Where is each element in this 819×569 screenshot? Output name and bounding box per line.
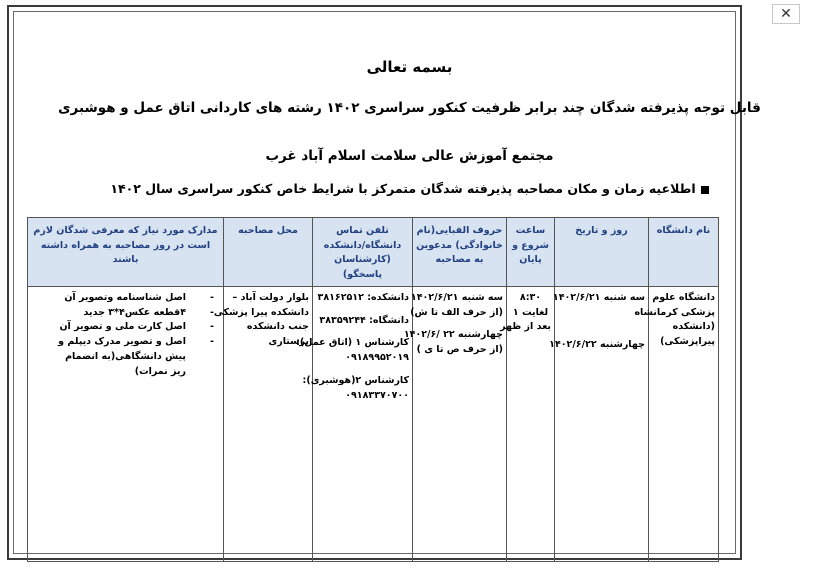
list-item: پیش دانشگاهی(به انضمام [65,350,186,362]
cell-phones: دانشکده: ۳۸۱۶۲۵۱۲ دانشگاه: ۳۸۳۵۹۲۴۴ کارشناس ۱ (اتاق عمل): ۰۹۱۸۹۹۵۲۰۱۹ کارشناس ۲(هوشبری): ۰۹۱۸۳۳۷۰۷۰۰ [313,287,413,562]
notice-heading-text: اطلاعیه زمان و مکان مصاحبه پذیرفته شدگان متمرکز با شرایط خاص کنکور سراسری سال ۱۴۰۲ [110,181,696,196]
col-header-place: محل مصاحبه [224,218,313,287]
notice-heading [0,181,819,196]
col-header-university: نام دانشگاه [649,218,719,287]
list-item: -۴قطعه عکس۴*۳ جدید [83,306,214,318]
col-header-letters: حروف الفبایی(نام خانوادگی) مدعوین به مصاحبه [413,218,507,287]
list-item: ریز نمرات) [134,365,186,377]
close-icon: ✕ [780,6,792,22]
page-title: بسمه تعالی [366,58,453,76]
table-header-row [28,218,719,287]
cell-time: ۸:۳۰ لغایت ۱ بعد از ظهر [507,287,555,562]
list-item: -اصل و تصویر مدرک دیپلم و [58,336,214,348]
cell-documents [28,287,224,562]
cell-letters: سه شنبه ۱۴۰۲/۶/۲۱ (از حرف الف تا ش) چهارشنبه ۲۲ /۱۴۰۲/۶ (از حرف ص تا ی ) [413,287,507,562]
interview-table [27,217,719,562]
announcement-heading: قابل توجه پذیرفته شدگان چند برابر ظرفیت کنکور سراسری ۱۴۰۲ رشته های کاردانی اتاق عمل و هوشبری [58,100,761,116]
table-row [28,287,719,562]
list-item: -اصل شناسنامه وتصویر آن [64,292,214,303]
documents-list [31,291,220,379]
close-button[interactable] [772,4,800,24]
institution-name: مجتمع آموزش عالی سلامت اسلام آباد غرب [265,148,554,164]
col-header-documents: مدارک مورد نیاز که معرفی شدگان لازم است در روز مصاحبه به همراه داشته باشند [28,218,224,287]
col-header-phone: تلفن تماس دانشگاه/دانشکده (کارشناسان پاسخگو) [313,218,413,287]
list-item: -اصل کارت ملی و تصویر آن [59,321,214,333]
cell-place: بلوار دولت آباد – دانشکده پیرا پزشکی جنب دانشکده پرستاری [224,287,313,562]
col-header-date: روز و تاریخ [555,218,649,287]
cell-university: دانشگاه علوم پزشکی کرمانشاه (دانشکده پیراپزشکی) [649,287,719,562]
cell-dates: سه شنبه ۱۴۰۲/۶/۲۱ چهارشنبه ۱۴۰۲/۶/۲۲ [555,287,649,562]
square-bullet-icon [701,186,709,194]
col-header-time: ساعت شروع و پایان [507,218,555,287]
